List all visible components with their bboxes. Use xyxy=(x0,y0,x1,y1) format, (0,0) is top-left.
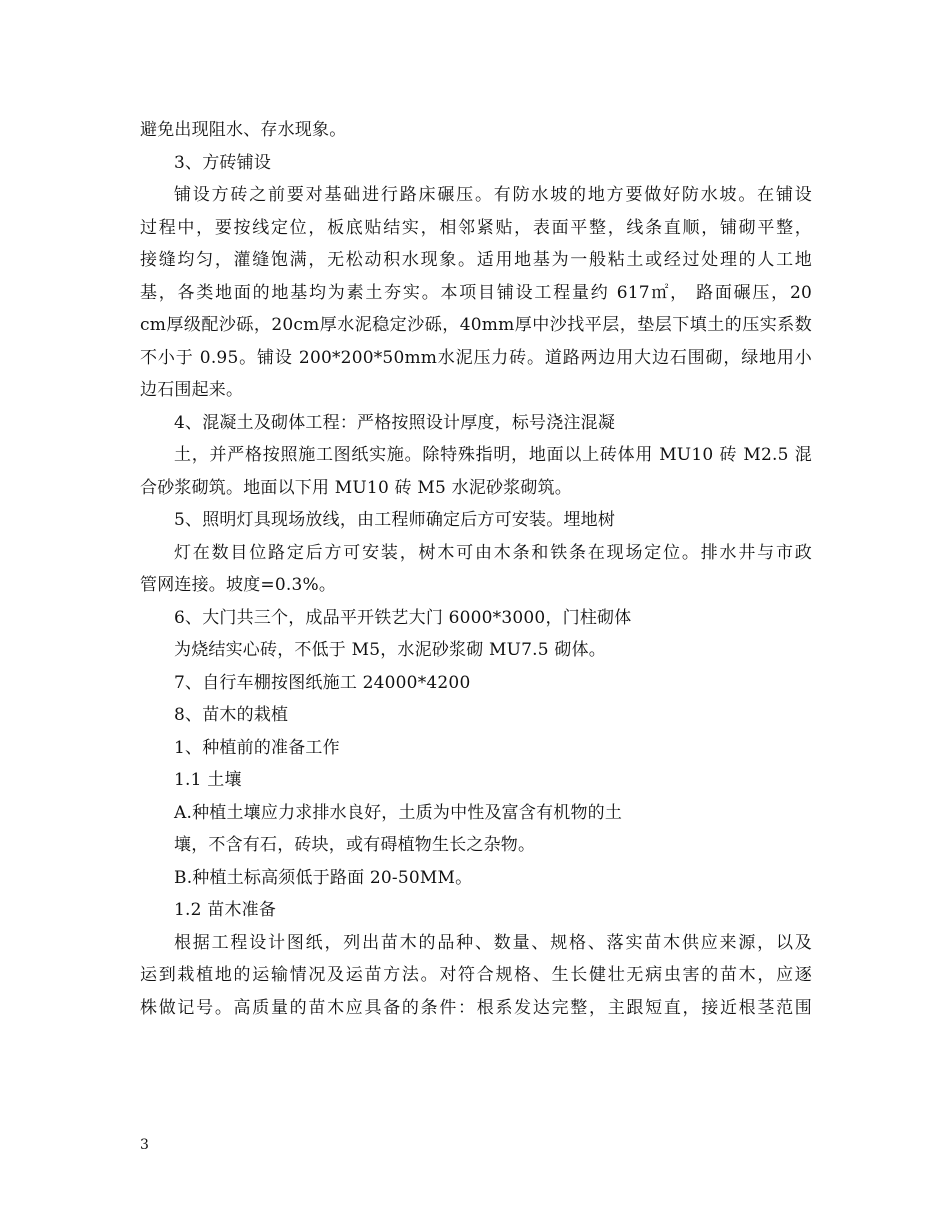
text-line: 株做记号。高质量的苗木应具备的条件：根系发达完整，主跟短直，接近根茎范围 xyxy=(140,997,812,1018)
page-number: 3 xyxy=(140,1137,149,1153)
document-body xyxy=(140,114,812,1024)
text-line: 基，各类地面的地基均为素土夯实。本项目铺设工程量约 617㎡， 路面碾压，20 xyxy=(140,282,812,303)
text-line: 7、自行车棚按图纸施工 24000*4200 xyxy=(174,672,471,693)
text-line: 1.1 土壤 xyxy=(174,770,242,790)
text-line: 灯在数目位路定后方可安装，树木可由木条和铁条在现场定位。排水井与市政 xyxy=(174,542,812,563)
text-line: 管网连接。坡度=0.3%。 xyxy=(140,575,337,595)
text-line: 5、照明灯具现场放线，由工程师确定后方可安装。埋地树 xyxy=(174,510,616,530)
text-line: 1.2 苗木准备 xyxy=(174,900,277,920)
text-line: 接缝均匀，灌缝饱满，无松动积水现象。适用地基为一般粘土或经过处理的人工地 xyxy=(140,250,812,270)
text-line: 根据工程设计图纸，列出苗木的品种、数量、规格、落实苗木供应来源，以及 xyxy=(174,932,812,953)
text-line: 6、大门共三个，成品平开铁艺大门 6000*3000，门柱砌体 xyxy=(174,607,632,628)
text-line: cm厚级配沙砾，20cm厚水泥稳定沙砾，40mm厚中沙找平层，垫层下填土的压实系数 xyxy=(140,315,812,335)
text-line: A.种植土壤应力求排水良好，土质为中性及富含有机物的土 xyxy=(174,802,623,823)
text-line: 8、苗木的栽植 xyxy=(174,705,289,725)
text-line: 不小于 0.95。铺设 200*200*50mm水泥压力砖。道路两边用大边石围砌，绿地用小 xyxy=(140,347,812,368)
text-line: B.种植土标高须低于路面 20-50MM。 xyxy=(174,867,473,888)
text-line: 土，并严格按照施工图纸实施。除特殊指明，地面以上砖体用 MU10 砖 M2.5 混 xyxy=(174,445,812,465)
text-line: 为烧结实心砖，不低于 M5，水泥砂浆砌 MU7.5 砌体。 xyxy=(174,640,607,660)
text-line: 合砂浆砌筑。地面以下用 MU10 砖 M5 水泥砂浆砌筑。 xyxy=(140,477,573,498)
text-line: 1、种植前的准备工作 xyxy=(174,737,340,758)
text-line: 壤，不含有石，砖块，或有碍植物生长之杂物。 xyxy=(174,835,536,855)
text-line: 铺设方砖之前要对基础进行路床碾压。有防水坡的地方要做好防水坡。在铺设 xyxy=(174,185,812,205)
text-line: 避免出现阻水、存水现象。 xyxy=(140,120,347,140)
text-line: 边石围起来。 xyxy=(140,380,244,400)
text-line: 过程中，要按线定位，板底贴结实，相邻紧贴，表面平整，线条直顺，铺砌平整， xyxy=(140,217,812,238)
text-line: 4、混凝土及砌体工程：严格按照设计厚度，标号浇注混凝 xyxy=(174,412,616,433)
text-line: 3、方砖铺设 xyxy=(174,152,272,173)
text-line: 运到栽植地的运输情况及运苗方法。对符合规格、生长健壮无病虫害的苗木，应逐 xyxy=(140,965,812,985)
